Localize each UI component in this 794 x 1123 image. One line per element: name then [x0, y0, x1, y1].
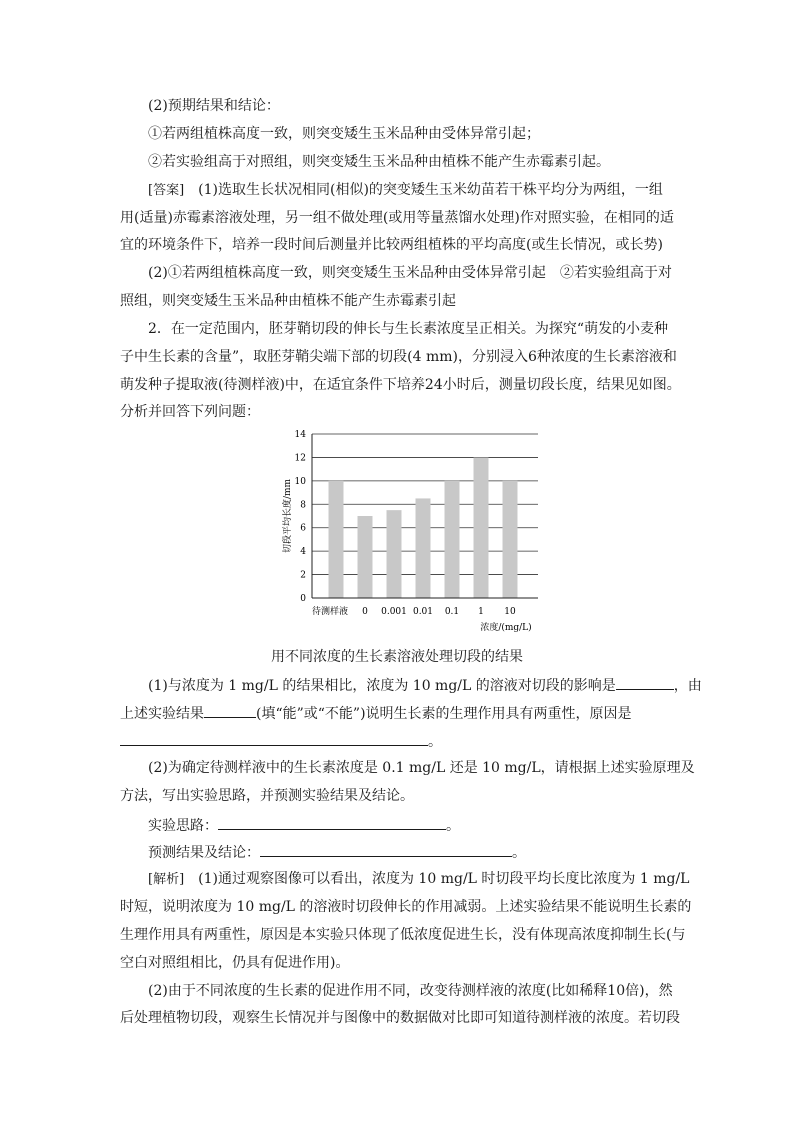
x-tick-label: 待测样液	[311, 607, 349, 617]
answer-blank-5[interactable]	[260, 842, 512, 857]
sub1-text-a: (1)与浓度为 1 mg/L 的结果相比，浓度为 10 mg/L 的溶液对切段的影响是	[148, 678, 616, 694]
analysis-line-6: 后处理植物切段，观察生长情况并与图像中的数据做对比即可知道待测样液的浓度。若切段	[120, 1010, 680, 1026]
answer-blank-4[interactable]	[218, 815, 446, 830]
sub1-line-3	[120, 731, 442, 751]
bar-3	[416, 498, 431, 598]
intro-line-2: ①若两组植株高度一致，则突变矮生玉米品种由受体异常引起；	[148, 126, 540, 142]
analysis-line-5: (2)由于不同浓度的生长素的促进作用不同，改变待测样液的浓度(比如稀释10倍)，然	[148, 983, 673, 999]
sub1-text-c: 上述实验结果	[120, 706, 204, 722]
question2-line-2: 子中生长素的含量”，取胚芽鞘尖端下部的切段(4 mm)，分别浸入6种浓度的生长素溶液和	[120, 349, 677, 365]
answer-text-1: (1)选取生长状况相同(相似)的突变矮生玉米幼苗若干株平均分为两组，一组	[184, 182, 663, 198]
sub1-text-d: (填“能”或“不能”)说明生长素的生理作用具有两重性，原因是	[256, 706, 632, 722]
question2-line-1: 2．在一定范围内，胚芽鞘切段的伸长与生长素浓度呈正相关。为探究“萌发的小麦种	[148, 321, 669, 337]
answer-line-4: (2)①若两组植株高度一致，则突变矮生玉米品种由受体异常引起 ②若实验组高于对	[148, 265, 672, 281]
answer-line-5: 照组，则突变矮生玉米品种由植株不能产生赤霉素引起	[120, 293, 456, 309]
y-tick-label: 8	[300, 500, 306, 511]
bar-chart	[260, 420, 550, 640]
bar-4	[445, 481, 460, 598]
y-axis-label: 切段平均长度/mm	[283, 478, 293, 554]
bar-6	[503, 481, 518, 598]
chart-caption: 用不同浓度的生长素溶液处理切段的结果	[271, 649, 523, 665]
sub1-text-b: ，由	[673, 678, 702, 694]
question2-line-4: 分析并回答下列问题：	[120, 404, 260, 420]
analysis-line-4: 空白对照组相比，仍具有促进作用)。	[120, 955, 350, 971]
analysis-line-2: 时短，说明浓度为 10 mg/L 的溶液时切段伸长的作用减弱。上述实验结果不能说明生长素的	[120, 899, 692, 915]
sub2-line-4	[148, 842, 526, 862]
sub2-text-f: 。	[512, 845, 526, 861]
analysis-line-1	[148, 870, 689, 889]
y-tick-label: 4	[300, 547, 306, 558]
y-tick-labels	[295, 430, 307, 604]
answer-blank-2[interactable]	[204, 703, 256, 718]
intro-line-3: ②若实验组高于对照组，则突变矮生玉米品种由植株不能产生赤霉素引起。	[148, 154, 610, 170]
x-tick-label: 0.1	[444, 607, 460, 617]
sub1-text-e: 。	[428, 734, 442, 750]
answer-line-1	[148, 181, 663, 200]
bar-2	[387, 510, 402, 598]
bar-1	[358, 516, 373, 598]
bar-0	[329, 481, 344, 598]
answer-tag: [答案]	[148, 183, 185, 198]
x-tick-label: 0.01	[412, 607, 434, 617]
bar-5	[474, 457, 489, 598]
sub2-text-c: 实验思路：	[148, 818, 218, 834]
sub1-line-2	[120, 703, 632, 723]
answer-line-3: 宜的环境条件下，培养一段时间后测量并比较两组植株的平均高度(或生长情况，或长势)	[120, 237, 663, 253]
sub2-line-2: 方法，写出实验思路，并预测实验结果及结论。	[120, 788, 414, 804]
sub2-text-d: 。	[446, 818, 460, 834]
analysis-line-3: 生理作用具有两重性，原因是本实验只体现了低浓度促进生长，没有体现高浓度抑制生长(与	[120, 927, 686, 943]
y-tick-label: 12	[294, 453, 306, 464]
sub2-text-e: 预测结果及结论：	[148, 845, 260, 861]
sub2-line-3	[148, 815, 460, 835]
answer-blank-3[interactable]	[120, 731, 428, 746]
question2-line-3: 萌发种子提取液(待测样液)中，在适宜条件下培养24小时后，测量切段长度，结果见如图。	[120, 377, 681, 393]
y-tick-label: 14	[294, 430, 306, 440]
answer-blank-1[interactable]	[616, 675, 674, 690]
y-tick-label: 2	[300, 570, 306, 581]
intro-line-1: (2)预期结果和结论：	[148, 98, 280, 114]
analysis-tag: [解析]	[148, 872, 185, 887]
sub2-line-1: (2)为确定待测样液中的生长素浓度是 0.1 mg/L 还是 10 mg/L，请根据上述实验原理及	[148, 760, 695, 776]
x-tick-label: 0	[362, 607, 368, 617]
y-tick-label: 6	[300, 523, 306, 534]
analysis-text-1: (1)通过观察图像可以看出，浓度为 10 mg/L 时切段平均长度比浓度为 1 mg/L	[184, 871, 690, 887]
y-tick-label: 10	[294, 476, 306, 487]
x-tick-label: 1	[478, 607, 484, 617]
x-tick-labels	[312, 605, 516, 617]
x-axis-label: 浓度/(mg/L)	[480, 623, 532, 633]
sub1-line-1	[148, 675, 702, 695]
y-tick-label: 0	[300, 594, 306, 604]
x-tick-label: 10	[504, 607, 516, 617]
x-tick-label: 0.001	[381, 607, 407, 617]
answer-line-2: 用(适量)赤霉素溶液处理，另一组不做处理(或用等量蒸馏水处理)作对照实验，在相同的适	[120, 210, 674, 226]
